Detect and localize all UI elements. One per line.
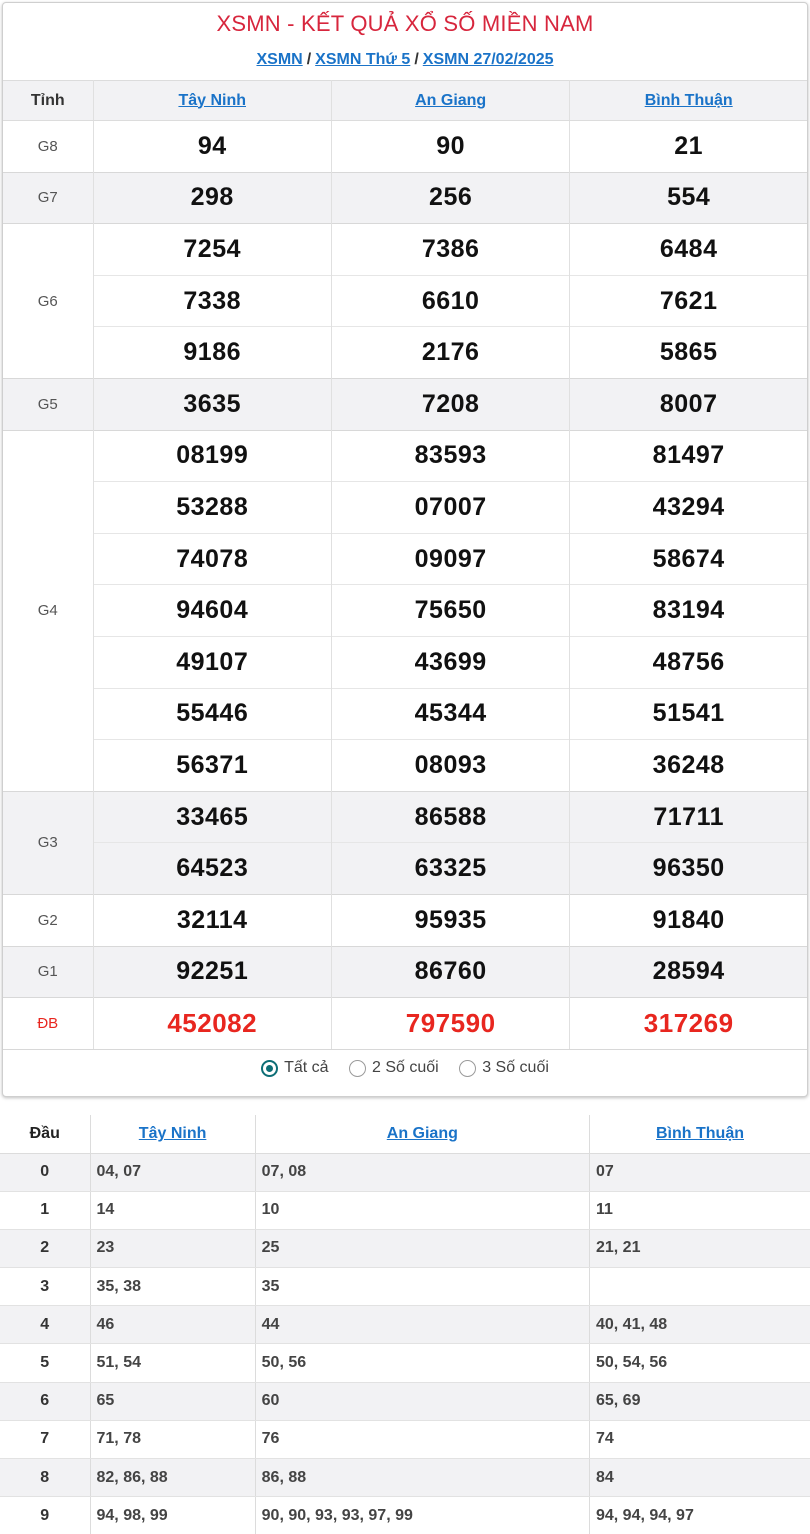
- head-digit: 7: [0, 1420, 90, 1458]
- heads-row: [0, 1344, 810, 1382]
- heads-row: [0, 1229, 810, 1267]
- head-column-label: Đầu: [0, 1115, 90, 1153]
- prize-row: [3, 327, 807, 379]
- prize-number: 90: [331, 121, 569, 173]
- prize-row: [3, 482, 807, 534]
- prize-number: 6610: [331, 275, 569, 327]
- prize-number: 7254: [93, 224, 331, 276]
- province-link-an-giang[interactable]: An Giang: [415, 91, 487, 109]
- prize-number: 58674: [570, 533, 807, 585]
- province-header: [255, 1115, 589, 1153]
- heads-province-link-binh-thuan[interactable]: Bình Thuận: [656, 1124, 744, 1142]
- prize-row: [3, 894, 807, 946]
- prize-number: 8007: [570, 378, 807, 430]
- province-header: [90, 1115, 255, 1153]
- tail-values: 04, 07: [90, 1153, 255, 1191]
- prize-number: 91840: [570, 894, 807, 946]
- province-link-binh-thuan[interactable]: Bình Thuận: [644, 91, 733, 109]
- head-digit: 8: [0, 1459, 90, 1497]
- tail-values: 82, 86, 88: [90, 1459, 255, 1497]
- heads-row: [0, 1191, 810, 1229]
- prize-number: 63325: [331, 843, 569, 895]
- prize-label: G2: [3, 894, 93, 946]
- results-card: [2, 2, 808, 1097]
- prize-number: 92251: [93, 946, 331, 998]
- tail-values: 94, 98, 99: [90, 1497, 255, 1534]
- filter-label: 2 Số cuối: [372, 1059, 439, 1076]
- filter-label: 3 Số cuối: [482, 1059, 549, 1076]
- heads-body: [0, 1153, 810, 1534]
- head-digit: 2: [0, 1229, 90, 1267]
- radio-checked-icon[interactable]: [261, 1060, 278, 1077]
- prize-number: 9186: [93, 327, 331, 379]
- prize-row: [3, 378, 807, 430]
- prize-number: 7208: [331, 378, 569, 430]
- tail-values: 65, 69: [589, 1382, 810, 1420]
- tail-values: 65: [90, 1382, 255, 1420]
- tail-values: 74: [589, 1420, 810, 1458]
- prize-number: 45344: [331, 688, 569, 740]
- heads-row: [0, 1306, 810, 1344]
- prize-row: [3, 740, 807, 792]
- province-column-label: Tỉnh: [3, 81, 93, 121]
- prize-label: G1: [3, 946, 93, 998]
- results-body: [3, 121, 807, 1050]
- tail-values: 50, 54, 56: [589, 1344, 810, 1382]
- prize-number: 3635: [93, 378, 331, 430]
- head-digit: 9: [0, 1497, 90, 1534]
- prize-row: [3, 533, 807, 585]
- province-link-tay-ninh[interactable]: Tây Ninh: [178, 91, 246, 109]
- prize-number: 83194: [570, 585, 807, 637]
- tail-values: 23: [90, 1229, 255, 1267]
- prize-row: [3, 843, 807, 895]
- heads-row: [0, 1497, 810, 1534]
- prize-number: 2176: [331, 327, 569, 379]
- prize-number: 83593: [331, 430, 569, 482]
- digit-filter: [3, 1059, 807, 1082]
- results-header-row: [3, 81, 807, 121]
- prize-number: 74078: [93, 533, 331, 585]
- crumb-xsmn-link[interactable]: XSMN: [256, 51, 303, 68]
- tail-values: 46: [90, 1306, 255, 1344]
- prize-row: [3, 791, 807, 843]
- heads-province-link-an-giang[interactable]: An Giang: [386, 1124, 458, 1142]
- crumb-separator: /: [306, 51, 312, 68]
- tail-values: 76: [255, 1420, 589, 1458]
- prize-row: [3, 585, 807, 637]
- special-prize-number: 317269: [570, 998, 807, 1050]
- prize-number: 08093: [331, 740, 569, 792]
- prize-label: G4: [3, 430, 93, 791]
- tail-values: 10: [255, 1191, 589, 1229]
- prize-row: [3, 172, 807, 224]
- radio-unchecked-icon[interactable]: [459, 1060, 476, 1077]
- prize-number: 28594: [570, 946, 807, 998]
- tail-values: 84: [589, 1459, 810, 1497]
- prize-number: 36248: [570, 740, 807, 792]
- prize-number: 49107: [93, 636, 331, 688]
- crumb-date-link[interactable]: XSMN 27/02/2025: [422, 51, 554, 68]
- head-digit: 1: [0, 1191, 90, 1229]
- prize-number: 64523: [93, 843, 331, 895]
- prize-row: [3, 430, 807, 482]
- prize-number: 07007: [331, 482, 569, 534]
- province-header: [331, 81, 569, 121]
- heads-row: [0, 1268, 810, 1306]
- province-header: [589, 1115, 810, 1153]
- filter-option-all[interactable]: [261, 1059, 328, 1077]
- tail-values: [589, 1268, 810, 1306]
- filter-option-3-digits[interactable]: [459, 1059, 549, 1077]
- prize-number: 554: [570, 172, 807, 224]
- prize-number: 96350: [570, 843, 807, 895]
- prize-row: [3, 121, 807, 173]
- prize-number: 08199: [93, 430, 331, 482]
- tail-values: 25: [255, 1229, 589, 1267]
- prize-label: G6: [3, 224, 93, 379]
- prize-number: 94: [93, 121, 331, 173]
- prize-label: G3: [3, 791, 93, 894]
- prize-number: 95935: [331, 894, 569, 946]
- tail-values: 40, 41, 48: [589, 1306, 810, 1344]
- prize-number: 86588: [331, 791, 569, 843]
- prize-number: 48756: [570, 636, 807, 688]
- prize-number: 09097: [331, 533, 569, 585]
- prize-number: 43699: [331, 636, 569, 688]
- tail-values: 14: [90, 1191, 255, 1229]
- prize-number: 7386: [331, 224, 569, 276]
- prize-row: [3, 946, 807, 998]
- tail-values: 35: [255, 1268, 589, 1306]
- tail-values: 94, 94, 94, 97: [589, 1497, 810, 1534]
- head-digit: 0: [0, 1153, 90, 1191]
- prize-number: 6484: [570, 224, 807, 276]
- prize-number: 5865: [570, 327, 807, 379]
- results-table: [3, 80, 807, 1050]
- tail-values: 86, 88: [255, 1459, 589, 1497]
- prize-number: 298: [93, 172, 331, 224]
- radio-unchecked-icon[interactable]: [349, 1060, 366, 1077]
- heads-province-link-tay-ninh[interactable]: Tây Ninh: [138, 1124, 207, 1142]
- prize-label: G5: [3, 378, 93, 430]
- head-digit: 4: [0, 1306, 90, 1344]
- prize-row: [3, 275, 807, 327]
- heads-row: [0, 1420, 810, 1458]
- head-digit: 5: [0, 1344, 90, 1382]
- head-digit: 6: [0, 1382, 90, 1420]
- breadcrumb: [3, 51, 807, 69]
- tail-values: 44: [255, 1306, 589, 1344]
- tail-values: 51, 54: [90, 1344, 255, 1382]
- province-header: [570, 81, 807, 121]
- prize-number: 7621: [570, 275, 807, 327]
- prize-number: 94604: [93, 585, 331, 637]
- special-prize-number: 797590: [331, 998, 569, 1050]
- page-title: XSMN - KẾT QUẢ XỔ SỐ MIỀN NAM: [216, 11, 594, 36]
- prize-label: G7: [3, 172, 93, 224]
- prize-row: [3, 688, 807, 740]
- prize-number: 55446: [93, 688, 331, 740]
- tail-values: 35, 38: [90, 1268, 255, 1306]
- prize-number: 32114: [93, 894, 331, 946]
- prize-number: 21: [570, 121, 807, 173]
- tail-values: 07: [589, 1153, 810, 1191]
- prize-row: [3, 636, 807, 688]
- prize-number: 51541: [570, 688, 807, 740]
- special-prize-number: 452082: [93, 998, 331, 1050]
- heads-header-row: [0, 1115, 810, 1153]
- prize-number: 53288: [93, 482, 331, 534]
- prize-number: 256: [331, 172, 569, 224]
- tail-values: 50, 56: [255, 1344, 589, 1382]
- prize-label: ĐB: [3, 998, 93, 1050]
- heads-row: [0, 1382, 810, 1420]
- filter-option-2-digits[interactable]: [349, 1059, 439, 1077]
- heads-row: [0, 1153, 810, 1191]
- tail-values: 60: [255, 1382, 589, 1420]
- prize-number: 43294: [570, 482, 807, 534]
- tail-values: 71, 78: [90, 1420, 255, 1458]
- prize-number: 86760: [331, 946, 569, 998]
- prize-label: G8: [3, 121, 93, 173]
- head-digit: 3: [0, 1268, 90, 1306]
- prize-number: 71711: [570, 791, 807, 843]
- prize-number: 81497: [570, 430, 807, 482]
- crumb-weekday-link[interactable]: XSMN Thứ 5: [315, 51, 411, 68]
- tail-values: 11: [589, 1191, 810, 1229]
- prize-number: 33465: [93, 791, 331, 843]
- province-header: [93, 81, 331, 121]
- prize-number: 75650: [331, 585, 569, 637]
- tail-values: 07, 08: [255, 1153, 589, 1191]
- prize-row: [3, 224, 807, 276]
- crumb-separator: /: [414, 51, 419, 68]
- prize-number: 56371: [93, 740, 331, 792]
- filter-label: Tất cả: [284, 1059, 329, 1076]
- tail-values: 90, 90, 93, 93, 97, 99: [255, 1497, 589, 1534]
- prize-row: [3, 998, 807, 1050]
- heads-table: [0, 1115, 810, 1534]
- prize-number: 7338: [93, 275, 331, 327]
- heads-row: [0, 1459, 810, 1497]
- tail-values: 21, 21: [589, 1229, 810, 1267]
